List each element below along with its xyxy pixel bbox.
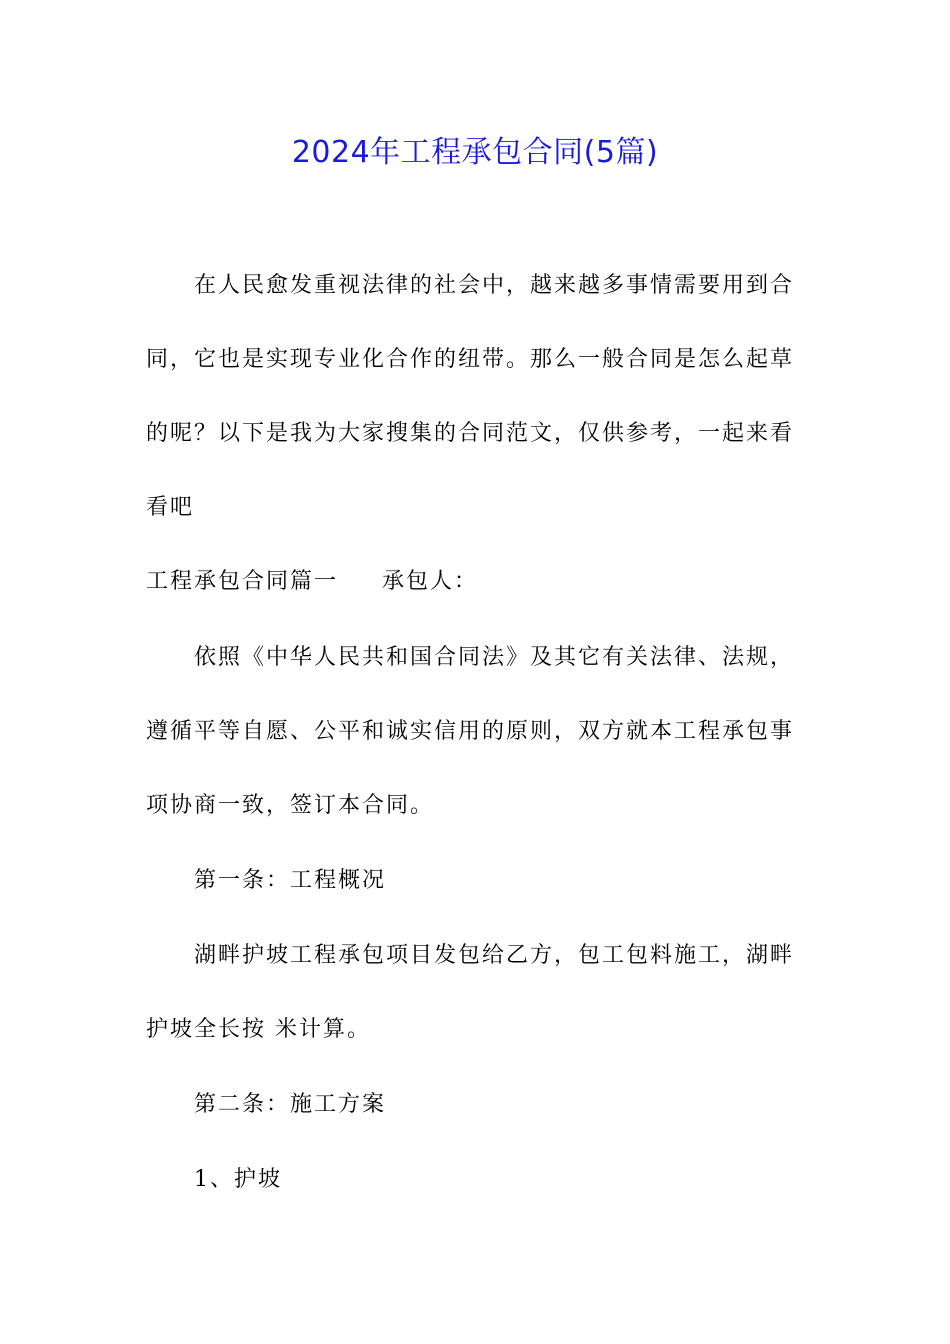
article-1-line-1: 湖畔护坡工程承包项目发包给乙方，包工包料施工，湖畔 — [194, 943, 795, 968]
list-item-1: 1、护坡 — [194, 1167, 282, 1192]
basis-line-1: 依照《中华人民共和国合同法》及其它有关法律、法规， — [194, 645, 795, 670]
intro-line-2: 同，它也是实现专业化合作的纽带。那么一般合同是怎么起草 — [146, 347, 795, 372]
article-1-heading: 第一条：工程概况 — [194, 868, 387, 893]
article-1-line-2: 护坡全长按 米计算。 — [146, 1017, 371, 1042]
intro-line-3: 的呢？以下是我为大家搜集的合同范文，仅供参考，一起来看 — [146, 421, 795, 446]
intro-line-4: 看吧 — [146, 495, 195, 520]
contractor-label: 承包人： — [382, 569, 479, 594]
section-heading: 工程承包合同篇一 — [146, 569, 339, 594]
article-2-heading: 第二条：施工方案 — [194, 1092, 387, 1117]
basis-line-3: 项协商一致，签订本合同。 — [146, 793, 435, 818]
section-heading-row — [146, 562, 478, 602]
document-title: 2024年工程承包合同(5篇) — [291, 135, 659, 170]
basis-line-2: 遵循平等自愿、公平和诚实信用的原则，双方就本工程承包事 — [146, 719, 795, 744]
intro-line-1: 在人民愈发重视法律的社会中，越来越多事情需要用到合 — [194, 273, 795, 298]
